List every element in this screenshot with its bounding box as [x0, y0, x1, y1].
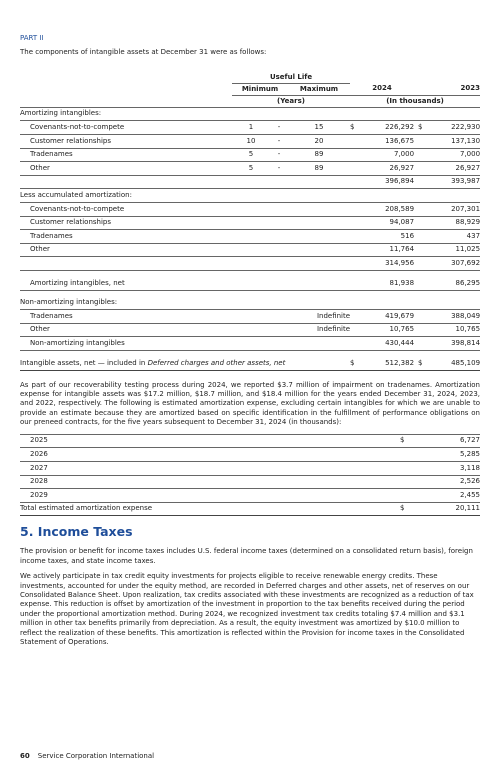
table-row: [20, 502, 480, 516]
amortizing-total-2024: 396,894: [364, 175, 414, 189]
value-2023: 26,927: [428, 162, 480, 176]
accum-total-2023: 307,692: [428, 257, 480, 271]
row-label: Customer relationships: [20, 216, 232, 230]
value-2023: 222,930: [428, 121, 480, 135]
net-total-2023: 485,109: [428, 357, 480, 370]
life-maximum: 89: [288, 148, 350, 162]
life-dash: -: [270, 148, 288, 162]
currency-symbol: $: [350, 121, 364, 135]
life-dash: -: [270, 135, 288, 149]
schedule-value: 2,526: [420, 475, 480, 489]
value-2023: 7,000: [428, 148, 480, 162]
non-amort-total-2024: 430,444: [364, 337, 414, 351]
value-2024: 226,292: [364, 121, 414, 135]
accum-title: Less accumulated amortization:: [20, 189, 480, 203]
schedule-year: 2025: [20, 434, 400, 448]
currency-symbol: [400, 448, 420, 462]
value-2024: 10,765: [364, 323, 414, 337]
schedule-total-label: Total estimated amortization expense: [20, 502, 400, 516]
value-2023: 11,025: [428, 243, 480, 257]
net-total-2024: 512,382: [364, 357, 414, 370]
value-2024: 136,675: [364, 135, 414, 149]
company-name: Service Corporation International: [37, 752, 155, 760]
table-row: [20, 243, 480, 257]
life-maximum: 20: [288, 135, 350, 149]
row-label: Covenants-not-to-compete: [20, 121, 232, 135]
currency-symbol: $: [350, 357, 364, 370]
life-minimum: 1: [232, 121, 270, 135]
thousands-unit: (In thousands): [350, 95, 480, 107]
table-row: [20, 148, 480, 162]
schedule-total-value: 20,111: [420, 502, 480, 516]
currency-symbol: [350, 148, 364, 162]
table-row: [20, 135, 480, 149]
life-minimum: 5: [232, 148, 270, 162]
currency-symbol: [350, 135, 364, 149]
currency-symbol: [414, 135, 428, 149]
row-label: Tradenames: [20, 230, 232, 244]
accum-total-2024: 314,956: [364, 257, 414, 271]
table-row: [20, 489, 480, 503]
section-row: [20, 297, 480, 310]
footer: [20, 752, 154, 761]
part-label: PART II: [20, 34, 44, 42]
currency-symbol: [400, 461, 420, 475]
section-row: [20, 107, 480, 121]
table-row: [20, 475, 480, 489]
header-row-units: [20, 95, 480, 107]
schedule-year: 2028: [20, 475, 400, 489]
year-2023-header: 2023: [460, 84, 481, 93]
section-heading: 5. Income Taxes: [20, 524, 133, 540]
table-intro: The components of intangible assets at December 31 were as follows:: [20, 48, 267, 57]
table-row: [20, 277, 480, 290]
currency-symbol: [400, 475, 420, 489]
schedule-value: 3,118: [420, 461, 480, 475]
value-2024: 11,764: [364, 243, 414, 257]
life-minimum: 5: [232, 162, 270, 176]
table-row: [20, 230, 480, 244]
net-total-label: Intangible assets, net — included in Deferred charges and other assets, net: [20, 357, 350, 370]
intangibles-table: [20, 72, 480, 371]
amortizing-net-2024: 81,938: [364, 277, 414, 290]
value-2024: 94,087: [364, 216, 414, 230]
row-label: Customer relationships: [20, 135, 232, 149]
non-amort-total-label: Non-amortizing intangibles: [20, 337, 232, 351]
currency-symbol: [414, 148, 428, 162]
income-tax-paragraph-1: The provision or benefit for income taxes includes U.S. federal income taxes (determined on a consolidated return basis), foreign income taxes, and state income taxes.: [20, 547, 473, 565]
years-unit: (Years): [232, 95, 350, 107]
currency-symbol: [350, 162, 364, 176]
maximum-header: Maximum: [299, 84, 339, 93]
table-row: [20, 121, 480, 135]
header-row-columns: [20, 83, 480, 95]
year-2024-header: 2024: [372, 84, 392, 93]
table-row: [20, 203, 480, 217]
schedule-value: 2,455: [420, 489, 480, 503]
non-amort-title: Non-amortizing intangibles:: [20, 297, 480, 310]
useful-life-header: Useful Life: [232, 72, 350, 84]
table-row: [20, 162, 480, 176]
currency-symbol: $: [414, 357, 428, 370]
non-amort-total-2023: 398,814: [428, 337, 480, 351]
row-label: Other: [20, 323, 232, 337]
table-row: [20, 461, 480, 475]
value-2024: 516: [364, 230, 414, 244]
life-minimum: 10: [232, 135, 270, 149]
value-2024: 419,679: [364, 310, 414, 324]
value-2023: 388,049: [428, 310, 480, 324]
amortization-schedule-table: [20, 434, 480, 517]
page: [20, 34, 480, 654]
life-dash: -: [270, 121, 288, 135]
table-row: [20, 323, 480, 337]
table-row: [20, 337, 480, 351]
row-label: Other: [20, 243, 232, 257]
table-row: [20, 310, 480, 324]
value-2024: 208,589: [364, 203, 414, 217]
row-label: Other: [20, 162, 232, 176]
amortizing-net-label: Amortizing intangibles, net: [20, 277, 232, 290]
schedule-year: 2029: [20, 489, 400, 503]
amortizing-net-2023: 86,295: [428, 277, 480, 290]
currency-symbol: [400, 489, 420, 503]
currency-symbol: $: [414, 121, 428, 135]
amortizing-title: Amortizing intangibles:: [20, 107, 480, 121]
table-row: [20, 175, 480, 189]
table-row: [20, 434, 480, 448]
currency-symbol: $: [400, 434, 420, 448]
value-2023: 10,765: [428, 323, 480, 337]
value-2023: 88,929: [428, 216, 480, 230]
schedule-year: 2027: [20, 461, 400, 475]
table-row: [20, 216, 480, 230]
useful-life-value: Indefinite: [288, 310, 350, 324]
value-2024: 26,927: [364, 162, 414, 176]
value-2023: 137,130: [428, 135, 480, 149]
table-row: [20, 448, 480, 462]
amortization-paragraph: As part of our recoverability testing process during 2024, we reported $3.7 million of impairment on tradenames. Amortization expense for intangible assets was $17.2 million, $18.7 million, and $18.4 million for the years ended December 31, 2024, 2023, and 2022, respectively. The following is estimated amortization expense, excluding certain intangibles for which we are unable to provide an estimate because they are amortized based on specific identification in the fulfillment of performance obligations on our preneed contracts, for the five years subsequent to December 31, 2024 (in thousands):: [20, 380, 480, 427]
value-2023: 437: [428, 230, 480, 244]
life-maximum: 15: [288, 121, 350, 135]
table-row: [20, 257, 480, 271]
useful-life-value: Indefinite: [288, 323, 350, 337]
currency-symbol: [414, 162, 428, 176]
value-2024: 7,000: [364, 148, 414, 162]
schedule-year: 2026: [20, 448, 400, 462]
schedule-value: 6,727: [420, 434, 480, 448]
minimum-header: Minimum: [241, 84, 279, 93]
row-label: Tradenames: [20, 310, 232, 324]
currency-symbol: $: [400, 502, 420, 516]
life-dash: -: [270, 162, 288, 176]
header-row-life: [20, 72, 480, 84]
row-label: Covenants-not-to-compete: [20, 203, 232, 217]
value-2023: 207,301: [428, 203, 480, 217]
life-maximum: 89: [288, 162, 350, 176]
table-row: [20, 357, 480, 370]
income-tax-paragraph-2: We actively participate in tax credit equity investments for projects eligible to receive renewable energy credits. These investments, accounted for under the equity method, are recorded in Deferred charges and other assets, net of reserves on our Consolidated Balance Sheet. Upon realization, tax credits associated with these investments are recognized as a reduction of tax expense. This reduction is offset by amortization of the investment in proportion to the tax benefits received during the period under the proportional amortization method. During 2024, we recognized investment tax credits totaling $7.4 million and $3.1 million in other tax benefits primarily from depreciation. As a result, the equity investment was amortized by $10.0 million to reflect the realization of these benefits. This amortization is reflected within the Provision for income taxes in the Consolidated Statement of Operations.: [20, 572, 474, 647]
section-row: [20, 189, 480, 203]
schedule-value: 5,285: [420, 448, 480, 462]
amortizing-total-2023: 393,987: [428, 175, 480, 189]
row-label: Tradenames: [20, 148, 232, 162]
page-number: 60: [20, 752, 30, 760]
